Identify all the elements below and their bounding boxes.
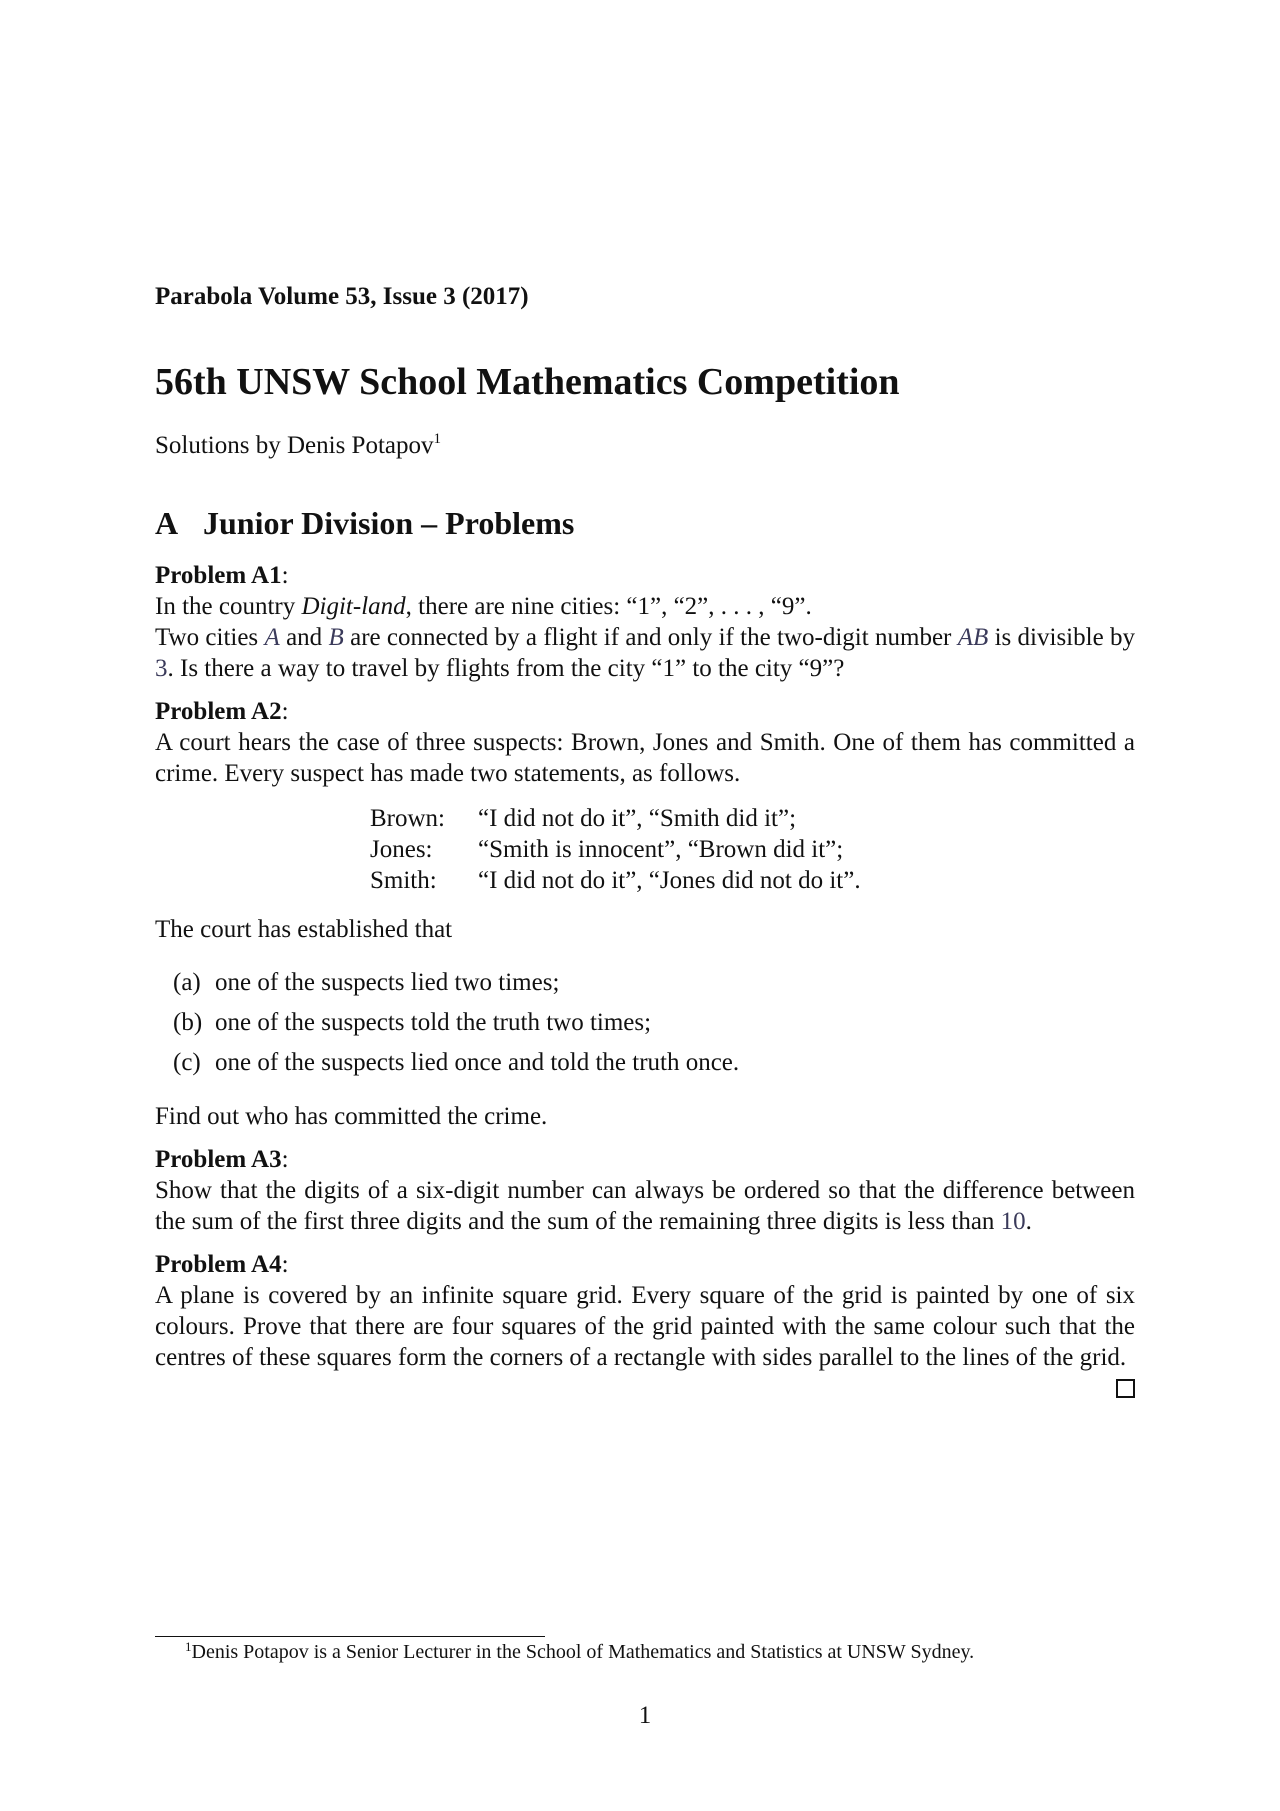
condition-marker: (b) — [173, 1009, 203, 1036]
section-title: Junior Division – Problems — [203, 505, 575, 541]
problem-a1-colon: : — [281, 562, 289, 589]
problem-a2 — [155, 696, 1135, 1132]
condition-text: one of the suspects told the truth two times; — [215, 1009, 652, 1036]
problem-a2-colon: : — [281, 698, 289, 725]
problem-a4-colon: : — [281, 1251, 289, 1278]
problem-a2-established: The court has established that — [155, 916, 453, 943]
problem-a1-line2 — [155, 622, 1135, 684]
problem-a2-closing: Find out who has committed the crime. — [155, 1103, 548, 1130]
math-var: B — [328, 624, 344, 651]
problem-a2-intro: A court hears the case of three suspects: Brown, Jones and Smith. One of them has committed a crime. Every suspect has made two statements, as follows. — [155, 729, 1135, 787]
problem-a1-label: Problem A1 — [155, 562, 282, 589]
statement-row — [370, 834, 861, 865]
article-title: 56th UNSW School Mathematics Competition — [155, 361, 900, 403]
a4-text: A plane is covered by an infinite square grid. Every square of the grid is painted by one of six colours. Prove that there are four squares of the grid painted with the same colour such that the centres of these squares form the corners of a rectangle with sides parallel to the lines of the grid. — [155, 1282, 1135, 1371]
problem-a1-heading — [155, 560, 1135, 591]
footnote-text: Denis Potapov is a Senior Lecturer in the School of Mathematics and Statistics at UNSW Sydney. — [191, 1641, 975, 1663]
a1-text: and — [279, 624, 329, 651]
problem-a1-line1 — [155, 591, 1135, 622]
problem-a4-heading — [155, 1249, 1135, 1280]
statement-row — [370, 803, 861, 834]
qed-square-icon — [1116, 1379, 1135, 1398]
problems-content — [155, 560, 1135, 1398]
condition-text: one of the suspects lied once and told the truth once. — [215, 1049, 740, 1076]
condition-item — [173, 1043, 1135, 1083]
a1-text: . Is there a way to travel by flights from the city “1” to the city “9”? — [167, 655, 845, 682]
statement-speaker: Brown: — [370, 805, 445, 832]
statement-text: “I did not do it”, “Smith did it”; — [478, 805, 797, 832]
section-heading — [155, 505, 574, 542]
byline-text: Solutions by Denis Potapov — [155, 432, 434, 459]
condition-marker: (a) — [173, 969, 201, 996]
problem-a3-heading — [155, 1144, 1135, 1175]
section-number: A — [155, 505, 179, 541]
problem-a2-heading — [155, 696, 1135, 727]
document-page — [155, 0, 1135, 1811]
problem-a2-label: Problem A2 — [155, 698, 282, 725]
problem-a3-label: Problem A3 — [155, 1146, 282, 1173]
condition-text: one of the suspects lied two times; — [215, 969, 560, 996]
statements-table — [370, 803, 861, 896]
statement-text: “Smith is innocent”, “Brown did it”; — [478, 836, 844, 863]
a3-text: Show that the digits of a six-digit number can always be ordered so that the difference between the sum of the first three digits and the sum of the remaining three digits is less than — [155, 1177, 1135, 1235]
a1-text: are connected by a flight if and only if the two-digit number — [343, 624, 958, 651]
condition-marker: (c) — [173, 1049, 201, 1076]
problem-a4-text — [155, 1280, 1135, 1373]
footnote-ref[interactable]: 1 — [433, 431, 441, 447]
math-num: 10 — [1000, 1208, 1026, 1235]
problem-a3-text — [155, 1175, 1135, 1237]
a3-text: . — [1025, 1208, 1032, 1235]
problem-a3-colon: : — [281, 1146, 289, 1173]
statement-speaker: Jones: — [370, 836, 433, 863]
a1-emphasis: Digit-land — [301, 593, 406, 620]
condition-item — [173, 963, 1135, 1003]
conditions-list — [173, 963, 1135, 1083]
statement-speaker: Smith: — [370, 867, 437, 894]
a1-text: In the country — [155, 593, 302, 620]
a1-text: is divisible by — [988, 624, 1135, 651]
footnote-mark: 1 — [185, 1639, 192, 1654]
journal-header: Parabola Volume 53, Issue 3 (2017) — [155, 283, 529, 310]
footnote-divider — [155, 1636, 545, 1637]
problem-a4 — [155, 1249, 1135, 1373]
statement-row — [370, 865, 861, 896]
page-number: 1 — [638, 1702, 652, 1729]
problem-a1 — [155, 560, 1135, 684]
a1-text: Two cities — [155, 624, 265, 651]
statement-text: “I did not do it”, “Jones did not do it”. — [478, 867, 861, 894]
a1-text: , there are nine cities: “1”, “2”, . . . , “9”. — [405, 593, 812, 620]
byline — [155, 432, 441, 460]
problem-a3 — [155, 1144, 1135, 1237]
math-var: A — [264, 624, 280, 651]
math-var: AB — [957, 624, 989, 651]
math-num: 3 — [155, 655, 168, 682]
footnote — [185, 1641, 974, 1664]
condition-item — [173, 1003, 1135, 1043]
problem-a4-label: Problem A4 — [155, 1251, 282, 1278]
